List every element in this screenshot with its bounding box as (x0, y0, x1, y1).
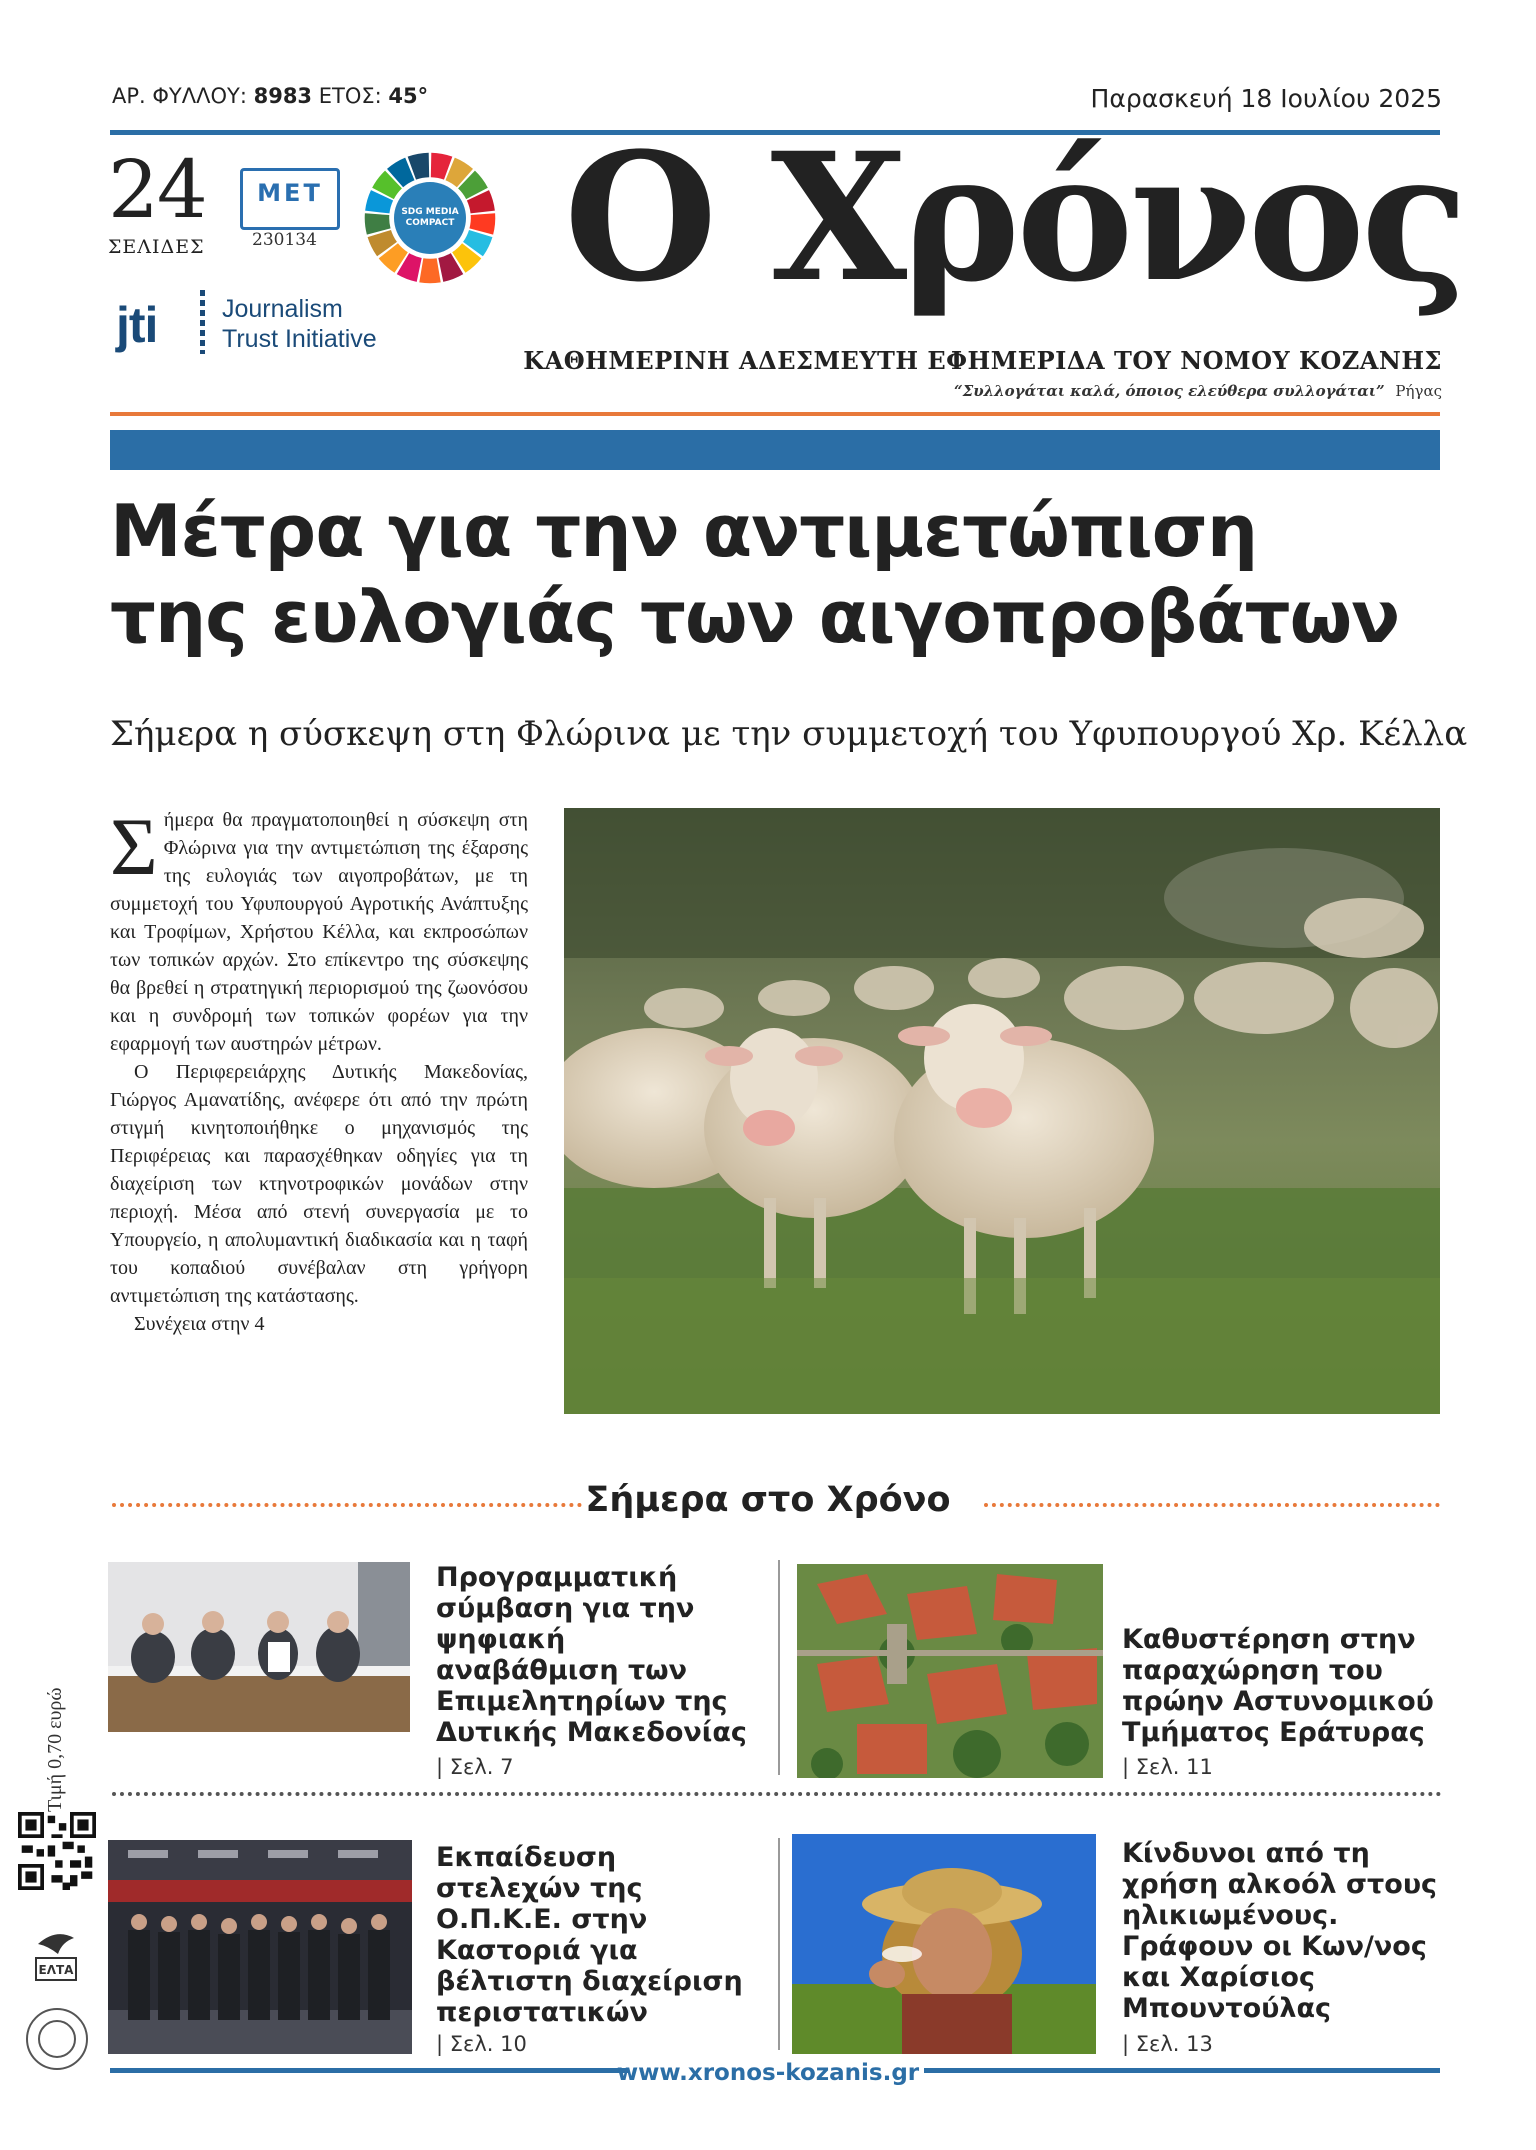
teaser-row-divider (112, 1792, 1442, 1796)
lead-body (110, 801, 528, 1338)
headline-line1: Μέτρα για την αντιμετώπιση (110, 489, 1258, 573)
met-logo (240, 168, 340, 230)
met-logo-text: ΜΕΤ (257, 179, 323, 207)
issue-number: 8983 (253, 84, 313, 108)
issue-date: Παρασκευή 18 Ιουλίου 2025 (1090, 84, 1442, 113)
motto (954, 382, 1442, 400)
price-label: Τιμή 0,70 ευρώ (44, 1687, 66, 1812)
jti-line2: Trust Initiative (222, 325, 377, 353)
pages-count: 24 (108, 143, 206, 236)
jti-logo: jti (116, 297, 158, 353)
qr-code[interactable] (18, 1812, 96, 1890)
teaser-divider-bottom (778, 1838, 780, 2050)
lead-deck: Σήμερα η σύσκεψη στη Φλώρινα με την συμμετοχή του Υφυπουργού Χρ. Κέλλα (110, 714, 1468, 754)
teaser-3-photo (108, 1840, 412, 2054)
met-number: 230134 (252, 230, 317, 250)
sheep-photo (564, 808, 1440, 1414)
masthead-subtitle: ΚΑΘΗΜΕΡΙΝΗ ΑΔΕΣΜΕΥΤΗ ΕΦΗΜΕΡΙΔΑ ΤΟΥ ΝΟΜΟΥ ΚΟΖΑΝΗΣ (523, 346, 1442, 375)
jti-divider (200, 290, 205, 354)
dropcap: Σ (110, 801, 158, 892)
teaser-4-title[interactable]: Κίνδυνοι από τη χρήση αλκοόλ στους ηλικιωμένους. Γράφουν οι Κων/νος και Χαρίσιος Μπουντούλας (1122, 1838, 1438, 2024)
footer-url[interactable]: www.xronos-kozanis.gr (616, 2060, 920, 2086)
motto-quote: “Συλλογάται καλά, όποιος ελεύθερα συλλογάται” (953, 382, 1385, 400)
sdg-segment (419, 258, 440, 283)
issue-info (112, 84, 428, 108)
jti-line1: Journalism (222, 295, 343, 323)
teaser-2-photo (797, 1564, 1103, 1778)
teaser-2-page: | Σελ. 11 (1122, 1755, 1213, 1779)
lead-paragraph-2: Ο Περιφερειάρχης Δυτικής Μακεδονίας, Γιώργος Αμανατίδης, ανέφερε ότι από την πρώτη στιγμή κινητοποιήθηκε ο μηχανισμός της Περιφέρειας και παρασχέθηκαν οδηγίες για τη διαχείριση των κτηνοτροφικών μονάδων στην περιοχή. Μέσα από στενή συνεργασία με το Υπουργείο, η απολυμαντική διαδικασία και η ταφή του κοπαδιού συνέβαλαν στη γρήγορη αντιμετώπιση της κατάστασης. (110, 1061, 528, 1307)
lead-paragraph-1-text: ήμερα θα πραγματοποιηθεί η σύσκεψη στη Φλώρινα για την αντιμετώπιση της έξαρσης της ευλογιάς των αιγοπροβάτων, με τη συμμετοχή του Υφυπουργού Αγροτικής Ανάπτυξης και Τροφίμων, Χρήστου Κέλλα, και εκπροσώπων των τοπικών αρχών. Στο επίκεντρο της σύσκεψης θα βρεθεί η στρατηγική περιορισμού της ζωονόσου και η συνδρομή των τοπικών φορέων για την εφαρμογή των αυστηρών μέτρων. (110, 809, 528, 1055)
teaser-1-photo (108, 1562, 410, 1732)
elta-logo-text: ΕΛΤΑ (38, 1963, 74, 1977)
sdg-logo-label: SDG MEDIA COMPACT (401, 207, 459, 228)
teaser-4-page: | Σελ. 13 (1122, 2032, 1213, 2056)
teaser-4-photo (792, 1834, 1096, 2054)
continue-link[interactable]: Συνέχεια στην 4 (134, 1313, 265, 1335)
elta-logo (28, 1924, 84, 1990)
issue-label: ΑΡ. ΦΥΛΛΟΥ: (112, 84, 247, 108)
teaser-divider-top (778, 1560, 780, 1775)
teaser-2-title[interactable]: Καθυστέρηση στην παραχώρηση του πρώην Αστυνομικού Τμήματος Εράτυρας (1122, 1624, 1434, 1748)
sdg-logo-text (394, 182, 466, 254)
lead-paragraph-1 (110, 801, 528, 1058)
section-title: Σήμερα στο Χρόνο (585, 1480, 951, 1520)
masthead-title: Ο Χρόνος (564, 114, 1465, 321)
jti-text (222, 294, 377, 354)
pages-label: ΣΕΛΙΔΕΣ (108, 236, 205, 258)
motto-author: Ρήγας (1395, 382, 1442, 400)
teaser-3-title[interactable]: Εκπαίδευση στελεχών της Ο.Π.Κ.Ε. στην Καστοριά για βέλτιστη διαχείριση περιστατικών (436, 1842, 743, 2028)
teaser-3-page: | Σελ. 10 (436, 2032, 527, 2056)
year-number: 45° (388, 84, 429, 108)
headline-line2: της ευλογιάς των αιγοπροβάτων (110, 575, 1400, 659)
blue-band (110, 430, 1440, 470)
lead-headline[interactable] (110, 488, 1450, 660)
orange-rule (110, 412, 1440, 416)
year-label: ΕΤΟΣ: (318, 84, 382, 108)
footer-rule-right (924, 2068, 1440, 2073)
section-dots-right (984, 1503, 1440, 1507)
teaser-1-title[interactable]: Προγραμματική σύμβαση για την ψηφιακή αναβάθμιση των Επιμελητηρίων της Δυτικής Μακεδονίας (436, 1562, 747, 1748)
teaser-1-page: | Σελ. 7 (436, 1755, 514, 1779)
